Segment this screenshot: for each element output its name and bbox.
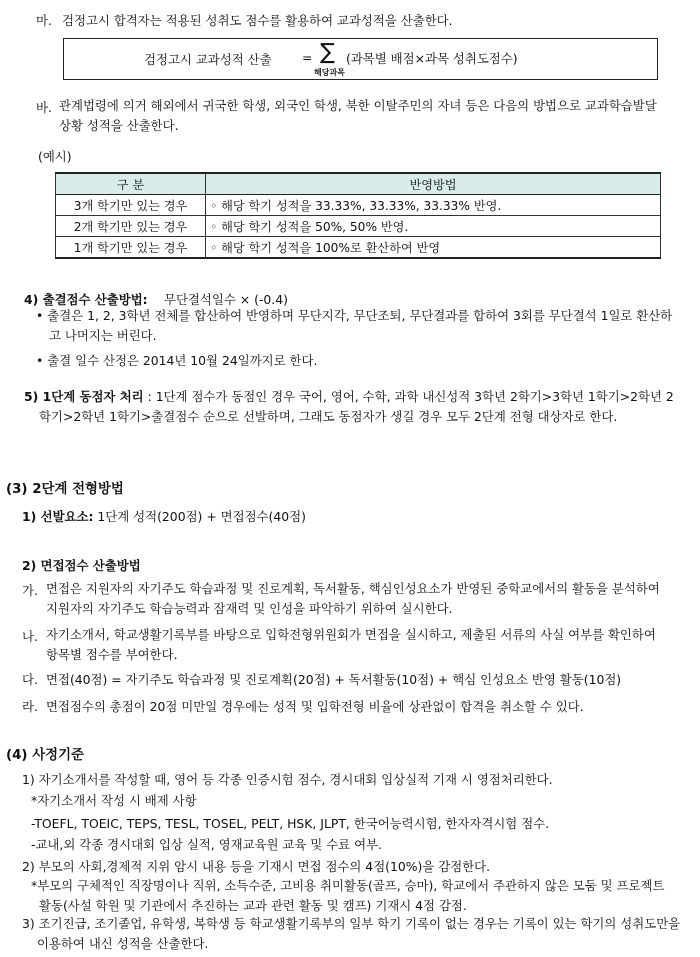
section3-item1 xyxy=(22,507,306,525)
ra-text: 면접점수의 총점이 20점 미만일 경우에는 성적 및 입학전형 비율에 상관없이 합격을 취소할 수 있다. xyxy=(46,699,584,714)
section4-item2: 2) 부모의 사회,경제적 지위 암시 내용 등을 기재시 면접 점수의 4점(10%)을 감점한다. xyxy=(22,859,491,874)
formula-box xyxy=(63,38,658,80)
formula-lhs: 검정고시 교과성적 산출 xyxy=(144,52,272,67)
da-marker: 다. xyxy=(22,672,38,687)
section3-item1-text: 1단계 성적(200점) + 면접점수(40점) xyxy=(97,509,306,524)
section4-note-a: -TOEFL, TOEIC, TEPS, TESL, TOSEL, PELT, HSK, JLPT, 한국어능력시험, 한자자격시험 점수. xyxy=(31,816,550,831)
ga-text: 면접은 지원자의 자기주도 학습과정 및 진로계획, 독서활동, 핵심인성요소가 반영된 중학교에서의 활동을 분석하여 지원자의 자기주도 학습능력과 잠재력 및 인성을 파악하기 위하여 실시한다. xyxy=(46,581,660,616)
table-cell: ◦ 해당 학기 성적을 100%로 환산하여 반영 xyxy=(206,237,661,259)
example-label: (예시) xyxy=(38,149,72,164)
formula-eq: = xyxy=(302,50,313,65)
ra-marker: 라. xyxy=(22,699,38,714)
ma-marker: 마. xyxy=(36,13,52,28)
section4-item3: 3) 조기진급, 조기졸업, 유학생, 복학생 등 학교생활기록부의 일부 학기 기록이 없는 경우는 기록이 있는 학기의 성취도만을 이용하여 내신 성적을 산출한다. xyxy=(22,916,681,951)
section4-item2-note: *부모의 구체적인 직장명이나 직위, 소득수준, 고비용 취미활동(골프, 승마), 학교에서 주관하지 않은 모둠 및 프로젝트 활동(사설 학원 및 기관에서 추진하는 교과 관련 활동 및 캠프) 기재시 4점 감점. xyxy=(31,878,665,913)
da-text: 면접(40점) = 자기주도 학습과정 및 진로계획(20점) + 독서활동(10점) + 핵심 인성요소 반영 활동(10점) xyxy=(46,672,622,687)
table-header: 구 분 xyxy=(56,173,206,195)
item4-bullet-2: • 출결 일수 산정은 2014년 10월 24일까지로 한다. xyxy=(36,353,318,368)
section4-note-b: -교내,외 각종 경시대회 입상 실적, 영재교육원 교육 및 수료 여부. xyxy=(31,837,382,852)
item5-body: : 1단계 점수가 동점인 경우 국어, 영어, 수학, 과학 내신성적 3학년 2학기>3학년 1학기>2학년 2학기>2학년 1학기>출결점수 순으로 선발하며, 그래도 동점자가 생길 경우 모두 2단계 전형 대상자로 한다. xyxy=(39,389,674,424)
ba-text: 관계법령에 의거 해외에서 귀국한 학생, 외국인 학생, 북한 이탈주민의 자녀 등은 다음의 방법으로 교과학습발달상황 성적을 산출한다. xyxy=(59,98,657,133)
table-row xyxy=(56,195,661,216)
section3-title: (3) 2단계 전형방법 xyxy=(6,482,124,497)
table-cell: ◦ 해당 학기 성적을 33.33%, 33.33%, 33.33% 반영. xyxy=(206,195,661,216)
table-header: 반영방법 xyxy=(206,173,661,195)
example-table xyxy=(55,172,661,259)
table-row xyxy=(56,237,661,259)
section4-item1: 1) 자기소개서를 작성할 때, 영어 등 각종 인증시험 점수, 경시대회 입상실적 기재 시 영점처리한다. xyxy=(22,772,553,787)
table-header-row xyxy=(56,173,661,195)
section3-item2-title: 2) 면접점수 산출방법 xyxy=(22,558,141,573)
na-text: 자기소개서, 학교생활기록부를 바탕으로 입학전형위원회가 면접을 실시하고, 제출된 서류의 사실 여부를 확인하여 항목별 점수를 부여한다. xyxy=(46,627,656,662)
item4-formula: 무단결석일수 × (-0.4) xyxy=(164,292,288,307)
item5-heading: 5) 1단계 동점자 처리 xyxy=(24,389,144,404)
ba-marker: 바. xyxy=(36,100,52,115)
item4-bullet-1: • 출결은 1, 2, 3학년 전체를 합산하여 반영하며 무단지각, 무단조퇴, 무단결과를 합하여 3회를 무단결석 1일로 환산하고 나머지는 버린다. xyxy=(36,308,673,343)
item5-text xyxy=(24,387,685,427)
ma-text: 검정고시 합격자는 적용된 성취도 점수를 활용하여 교과성적을 산출한다. xyxy=(62,13,453,28)
table-cell: 2개 학기만 있는 경우 xyxy=(56,216,206,237)
sigma-subscript: 해당과목 xyxy=(314,68,345,77)
formula-rhs: (과목별 배점×과목 성취도점수) xyxy=(346,51,518,66)
item4-heading: 4) 출결점수 산출방법: xyxy=(24,292,148,307)
table-cell: 3개 학기만 있는 경우 xyxy=(56,195,206,216)
table-row xyxy=(56,216,661,237)
table-cell: ◦ 해당 학기 성적을 50%, 50% 반영. xyxy=(206,216,661,237)
table-cell: 1개 학기만 있는 경우 xyxy=(56,237,206,259)
ga-marker: 가. xyxy=(22,583,38,598)
section4-title: (4) 사정기준 xyxy=(6,748,84,763)
na-marker: 나. xyxy=(22,629,38,644)
section3-item1-label: 1) 선발요소: xyxy=(22,509,94,524)
sigma-symbol: ∑ xyxy=(320,40,335,65)
section4-note-title: *자기소개서 작성 시 배제 사항 xyxy=(31,793,197,808)
